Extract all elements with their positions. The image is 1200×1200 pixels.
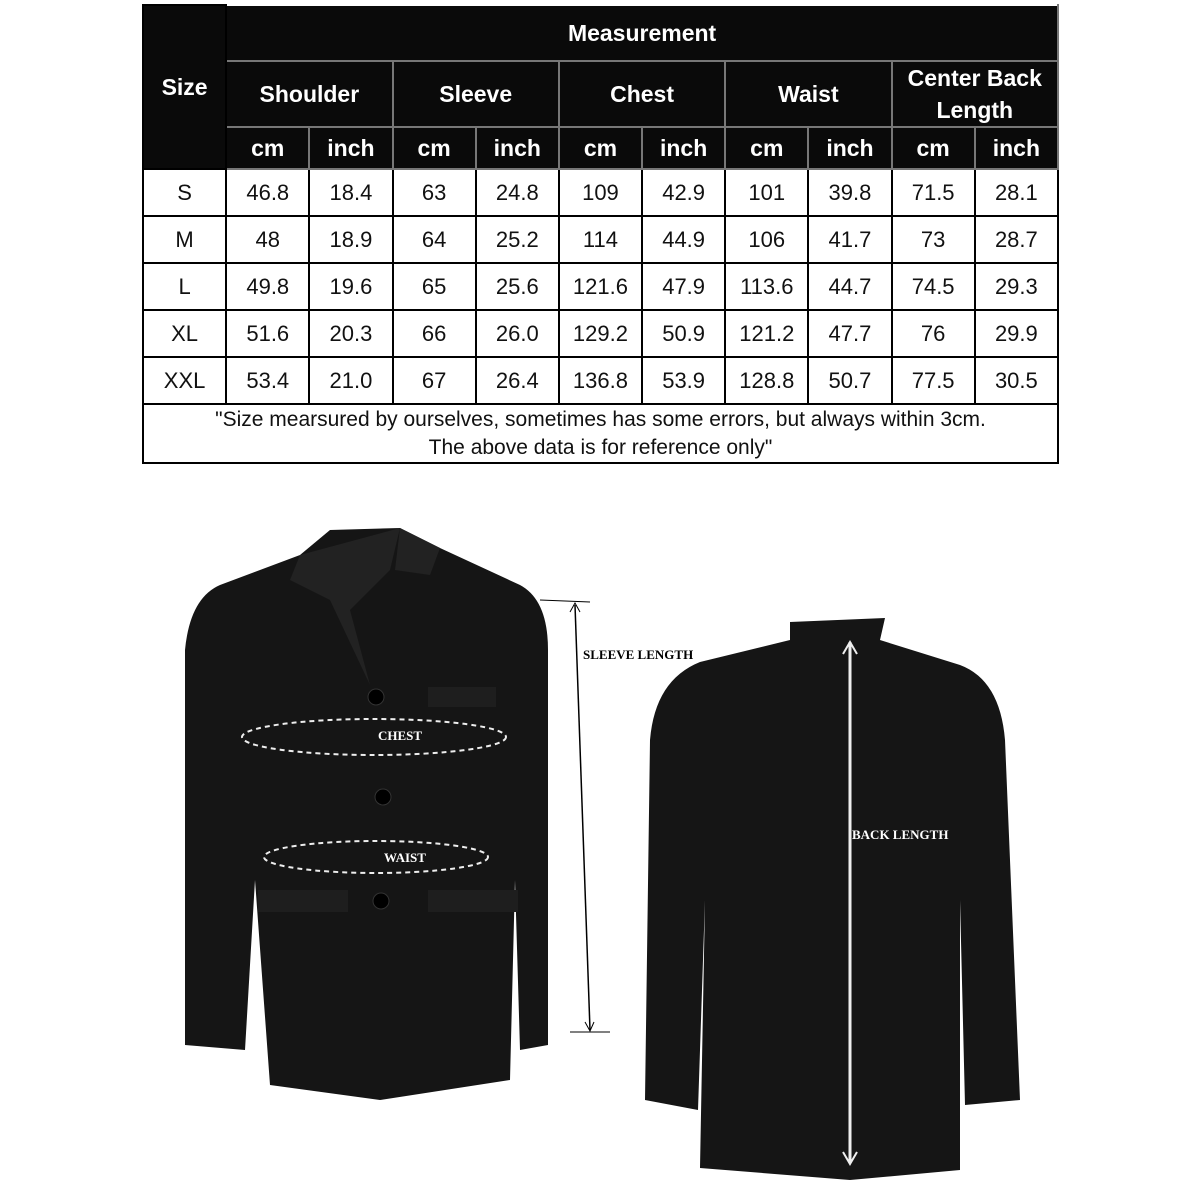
- value-cell: 101: [725, 169, 808, 216]
- note-line-2: The above data is for reference only": [428, 435, 773, 459]
- unit-header-cm: cm: [725, 127, 808, 169]
- value-cell: 26.0: [476, 310, 559, 357]
- value-cell: 42.9: [642, 169, 725, 216]
- value-cell: 51.6: [226, 310, 309, 357]
- note-line-1: "Size mearsured by ourselves, sometimes has some errors, but always within 3cm.: [215, 407, 986, 431]
- value-cell: 109: [559, 169, 642, 216]
- unit-header-cm: cm: [892, 127, 975, 169]
- value-cell: 30.5: [975, 357, 1058, 404]
- value-cell: 114: [559, 216, 642, 263]
- value-cell: 50.7: [808, 357, 891, 404]
- column-group-header: Sleeve: [393, 61, 559, 127]
- column-group-header: Waist: [725, 61, 891, 127]
- value-cell: 49.8: [226, 263, 309, 310]
- value-cell: 113.6: [725, 263, 808, 310]
- unit-header-cm: cm: [393, 127, 476, 169]
- back-length-label: BACK LENGTH: [852, 827, 949, 842]
- front-jacket-image: [185, 528, 693, 1100]
- value-cell: 28.1: [975, 169, 1058, 216]
- value-cell: 73: [892, 216, 975, 263]
- value-cell: 128.8: [725, 357, 808, 404]
- value-cell: 76: [892, 310, 975, 357]
- unit-header-inch: inch: [975, 127, 1058, 169]
- value-cell: 44.7: [808, 263, 891, 310]
- column-group-header: Center Back Length: [892, 61, 1058, 127]
- column-group-header: Chest: [559, 61, 725, 127]
- value-cell: 29.9: [975, 310, 1058, 357]
- unit-header-cm: cm: [559, 127, 642, 169]
- value-cell: 106: [725, 216, 808, 263]
- size-cell: S: [143, 169, 226, 216]
- unit-header-inch: inch: [642, 127, 725, 169]
- size-header: Size: [143, 5, 226, 169]
- value-cell: 26.4: [476, 357, 559, 404]
- size-cell: M: [143, 216, 226, 263]
- unit-header-inch: inch: [808, 127, 891, 169]
- value-cell: 66: [393, 310, 476, 357]
- value-cell: 64: [393, 216, 476, 263]
- size-cell: L: [143, 263, 226, 310]
- value-cell: 63: [393, 169, 476, 216]
- chest-label: CHEST: [377, 728, 423, 743]
- sleeve-length-label: SLEEVE LENGTH: [583, 647, 694, 662]
- value-cell: 74.5: [892, 263, 975, 310]
- value-cell: 25.2: [476, 216, 559, 263]
- value-cell: 129.2: [559, 310, 642, 357]
- value-cell: 39.8: [808, 169, 891, 216]
- value-cell: 77.5: [892, 357, 975, 404]
- value-cell: 41.7: [808, 216, 891, 263]
- value-cell: 46.8: [226, 169, 309, 216]
- value-cell: 28.7: [975, 216, 1058, 263]
- value-cell: 50.9: [642, 310, 725, 357]
- value-cell: 29.3: [975, 263, 1058, 310]
- value-cell: 19.6: [309, 263, 392, 310]
- value-cell: 71.5: [892, 169, 975, 216]
- size-cell: XXL: [143, 357, 226, 404]
- column-group-header: Shoulder: [226, 61, 392, 127]
- value-cell: 47.9: [642, 263, 725, 310]
- value-cell: 136.8: [559, 357, 642, 404]
- value-cell: 47.7: [808, 310, 891, 357]
- value-cell: 121.6: [559, 263, 642, 310]
- value-cell: 18.9: [309, 216, 392, 263]
- measurement-header: Measurement: [226, 5, 1058, 61]
- value-cell: 24.8: [476, 169, 559, 216]
- value-cell: 20.3: [309, 310, 392, 357]
- value-cell: 44.9: [642, 216, 725, 263]
- size-cell: XL: [143, 310, 226, 357]
- value-cell: 48: [226, 216, 309, 263]
- value-cell: 21.0: [309, 357, 392, 404]
- value-cell: 25.6: [476, 263, 559, 310]
- back-jacket-image: [645, 618, 1020, 1180]
- value-cell: 121.2: [725, 310, 808, 357]
- waist-label: WAIST: [384, 850, 426, 865]
- value-cell: 65: [393, 263, 476, 310]
- value-cell: 53.4: [226, 357, 309, 404]
- value-cell: 53.9: [642, 357, 725, 404]
- value-cell: 18.4: [309, 169, 392, 216]
- unit-header-inch: inch: [476, 127, 559, 169]
- unit-header-inch: inch: [309, 127, 392, 169]
- value-cell: 67: [393, 357, 476, 404]
- unit-header-cm: cm: [226, 127, 309, 169]
